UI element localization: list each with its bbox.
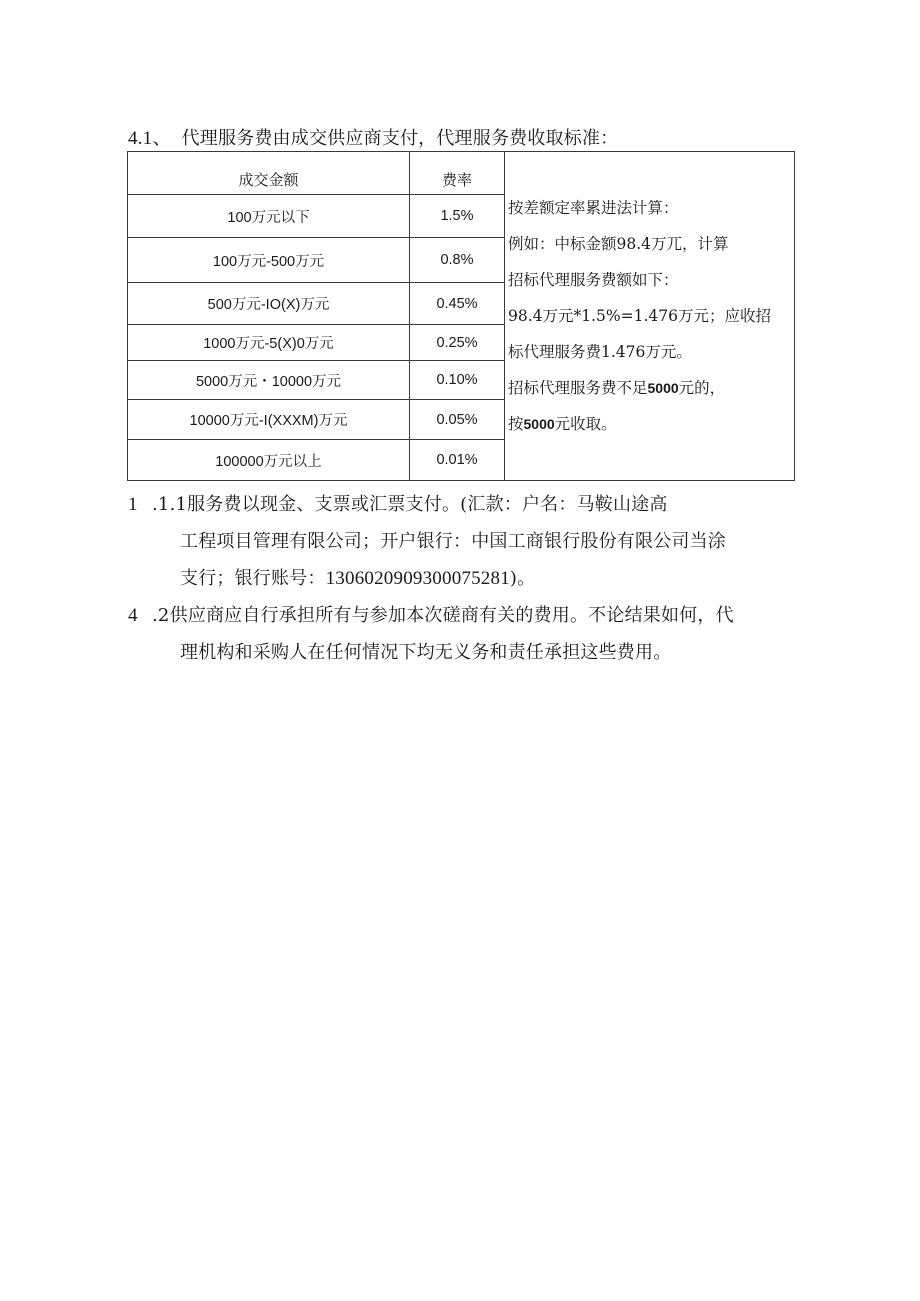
header-amount: 成交金额 — [128, 152, 410, 195]
rate-cell: 1.5% — [410, 195, 505, 238]
note-by-prefix: 按 — [508, 415, 524, 433]
section-number: 4.1、 — [128, 128, 172, 149]
paragraph-payment — [128, 486, 726, 597]
note-line: 招标代理服务费额如下： — [508, 271, 679, 289]
amount-cell: 1000万元-5(X)0万元 — [128, 325, 410, 361]
paragraph-payment-line3 — [128, 560, 726, 597]
note-line: 98.4万元*1.5%=1.476万元；应收招 — [508, 307, 772, 325]
rate-cell: 0.05% — [410, 400, 505, 440]
amount-cell: 500万元-IO(X)万元 — [128, 283, 410, 325]
rate-cell: 0.8% — [410, 238, 505, 283]
paragraph-costs — [128, 597, 734, 671]
amount-cell: 10000万元-I(XXXM)万元 — [128, 400, 410, 440]
paragraph-payment-text: .1.1服务费以现金、支票或汇票支付。(汇款：户名：马鞍山途高 — [152, 494, 668, 515]
note-line: 按差额定率累进法计算： — [508, 199, 679, 217]
fee-table — [127, 151, 795, 481]
note-by-amount: 5000 — [523, 416, 555, 432]
amount-cell: 100万元以下 — [128, 195, 410, 238]
note-line: 例如：中标金额98.4万兀，计算 — [508, 235, 729, 253]
note-min-prefix: 招标代理服务费不足 — [508, 379, 648, 397]
amount-cell: 5000万元・10000万元 — [128, 361, 410, 400]
calculation-note — [505, 152, 795, 481]
paragraph-costs-lead: 4 — [128, 605, 138, 626]
account-number: 1306020909300075281 — [325, 568, 510, 589]
note-line-minimum — [508, 370, 788, 406]
paragraph-costs-line1 — [128, 605, 734, 626]
rate-cell: 0.10% — [410, 361, 505, 400]
account-suffix: )。 — [509, 568, 536, 589]
paragraph-payment-line1 — [128, 494, 668, 515]
header-rate: 费率 — [410, 152, 505, 195]
rate-cell: 0.45% — [410, 283, 505, 325]
section-heading — [128, 126, 618, 152]
note-min-amount: 5000 — [647, 380, 679, 396]
table-header-row — [128, 152, 795, 195]
note-line-charge — [508, 406, 788, 442]
note-by-suffix: 元收取。 — [554, 415, 617, 433]
note-min-suffix: 元的， — [678, 379, 726, 397]
amount-cell: 100000万元以上 — [128, 440, 410, 481]
account-label: 支行；银行账号： — [180, 568, 326, 589]
paragraph-payment-line2: 工程项目管理有限公司；开户银行：中国工商银行股份有限公司当涂 — [180, 531, 726, 552]
section-text: 代理服务费由成交供应商支付，代理服务费收取标准： — [181, 128, 619, 149]
paragraph-costs-line2: 理机构和采购人在任何情况下均无义务和责任承担这些费用。 — [180, 642, 672, 663]
note-line: 标代理服务费1.476万元。 — [508, 343, 692, 361]
paragraph-costs-text: .2供应商应自行承担所有与参加本次磋商有关的费用。不论结果如何，代 — [152, 605, 734, 626]
rate-cell: 0.25% — [410, 325, 505, 361]
amount-cell: 100万元-500万元 — [128, 238, 410, 283]
rate-cell: 0.01% — [410, 440, 505, 481]
paragraph-payment-lead: 1 — [128, 494, 138, 515]
